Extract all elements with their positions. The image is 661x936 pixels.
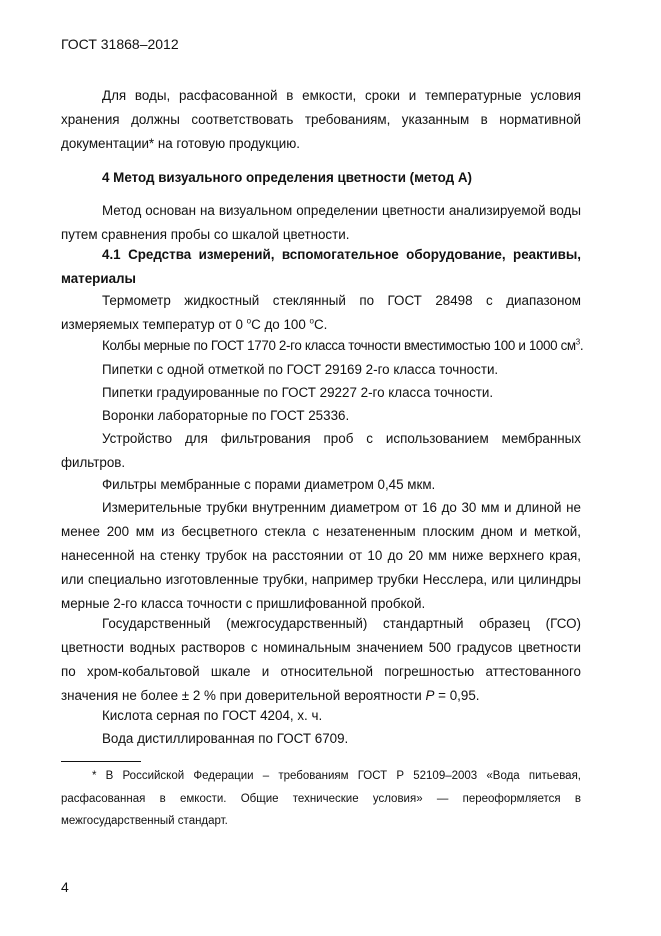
section-4-heading: 4 Метод визуального определения цветности (метод А)	[102, 170, 473, 185]
section-4-text: Метод основан на визуальном определении цветности анализируемой воды путем сравнения пробы со шкалой цветности.	[61, 203, 581, 242]
section-4-1-heading: 4.1 Средства измерений, вспомогательное оборудование, реактивы, материалы	[61, 247, 581, 286]
document-header: ГОСТ 31868–2012	[61, 36, 179, 52]
degree-sign: o	[246, 316, 252, 326]
pipettes-single-mark-item: Пипетки с одной отметкой по ГОСТ 29169 2-го класса точности.	[102, 362, 499, 377]
intro-paragraph: Для воды, расфасованной в емкости, сроки и температурные условия хранения должны соответствовать требованиям, указанным в нормативной документации* на готовую продукцию.	[61, 88, 581, 151]
measuring-tubes-item: Измерительные трубки внутренним диаметром от 16 до 30 мм и длиной не менее 200 мм из бесцветного стекла с незатененным плоским дном и меткой, нанесенной на стенку трубок на расстоянии от 10 до 20 мм ниже верхнего края, или специально изготовленные трубки, например трубки Несслера, или цилиндры мерные 2-го класса точности с пришлифованной пробкой.	[61, 500, 581, 611]
sulfuric-acid-item: Кислота серная по ГОСТ 4204, х. ч.	[102, 708, 323, 723]
footnote: * В Российской Федерации – требованиям ГОСТ Р 52109–2003 «Вода питьевая, расфасованная в емкости. Общие технические условия» — переоформляется в межгосударственный стандарт.	[61, 770, 581, 827]
pipettes-graduated-item: Пипетки градуированные по ГОСТ 29227 2-го класса точности.	[102, 385, 494, 400]
filter-device-item: Устройство для фильтрования проб с использованием мембранных фильтров.	[61, 431, 581, 470]
page-number: 4	[61, 879, 69, 895]
thermometer-item: Термометр жидкостный стеклянный по ГОСТ 28498 с диапазоном измеряемых температур от 0 $^o$С до 100 $^o$С.	[61, 293, 581, 332]
gso-item: Государственный (межгосударственный) стандартный образец (ГСО) цветности водных растворов с номинальным значением 500 градусов цветности по хром-кобальтовой шкале и относительной погрешностью аттестованного значения не более ± 2 % при доверительной вероятности P = 0,95.	[61, 616, 581, 703]
flasks-item: Колбы мерные по ГОСТ 1770 2-го класса точности вместимостью 100 и 1000 $см^3$.	[102, 337, 584, 353]
funnels-item: Воронки лабораторные по ГОСТ 25336.	[102, 408, 350, 423]
degree-sign: o	[309, 316, 314, 326]
membrane-filters-item: Фильтры мембранные с порами диаметром 0,45 мкм.	[102, 477, 436, 492]
distilled-water-item: Вода дистиллированная по ГОСТ 6709.	[102, 731, 349, 746]
footnote-rule	[61, 761, 141, 762]
